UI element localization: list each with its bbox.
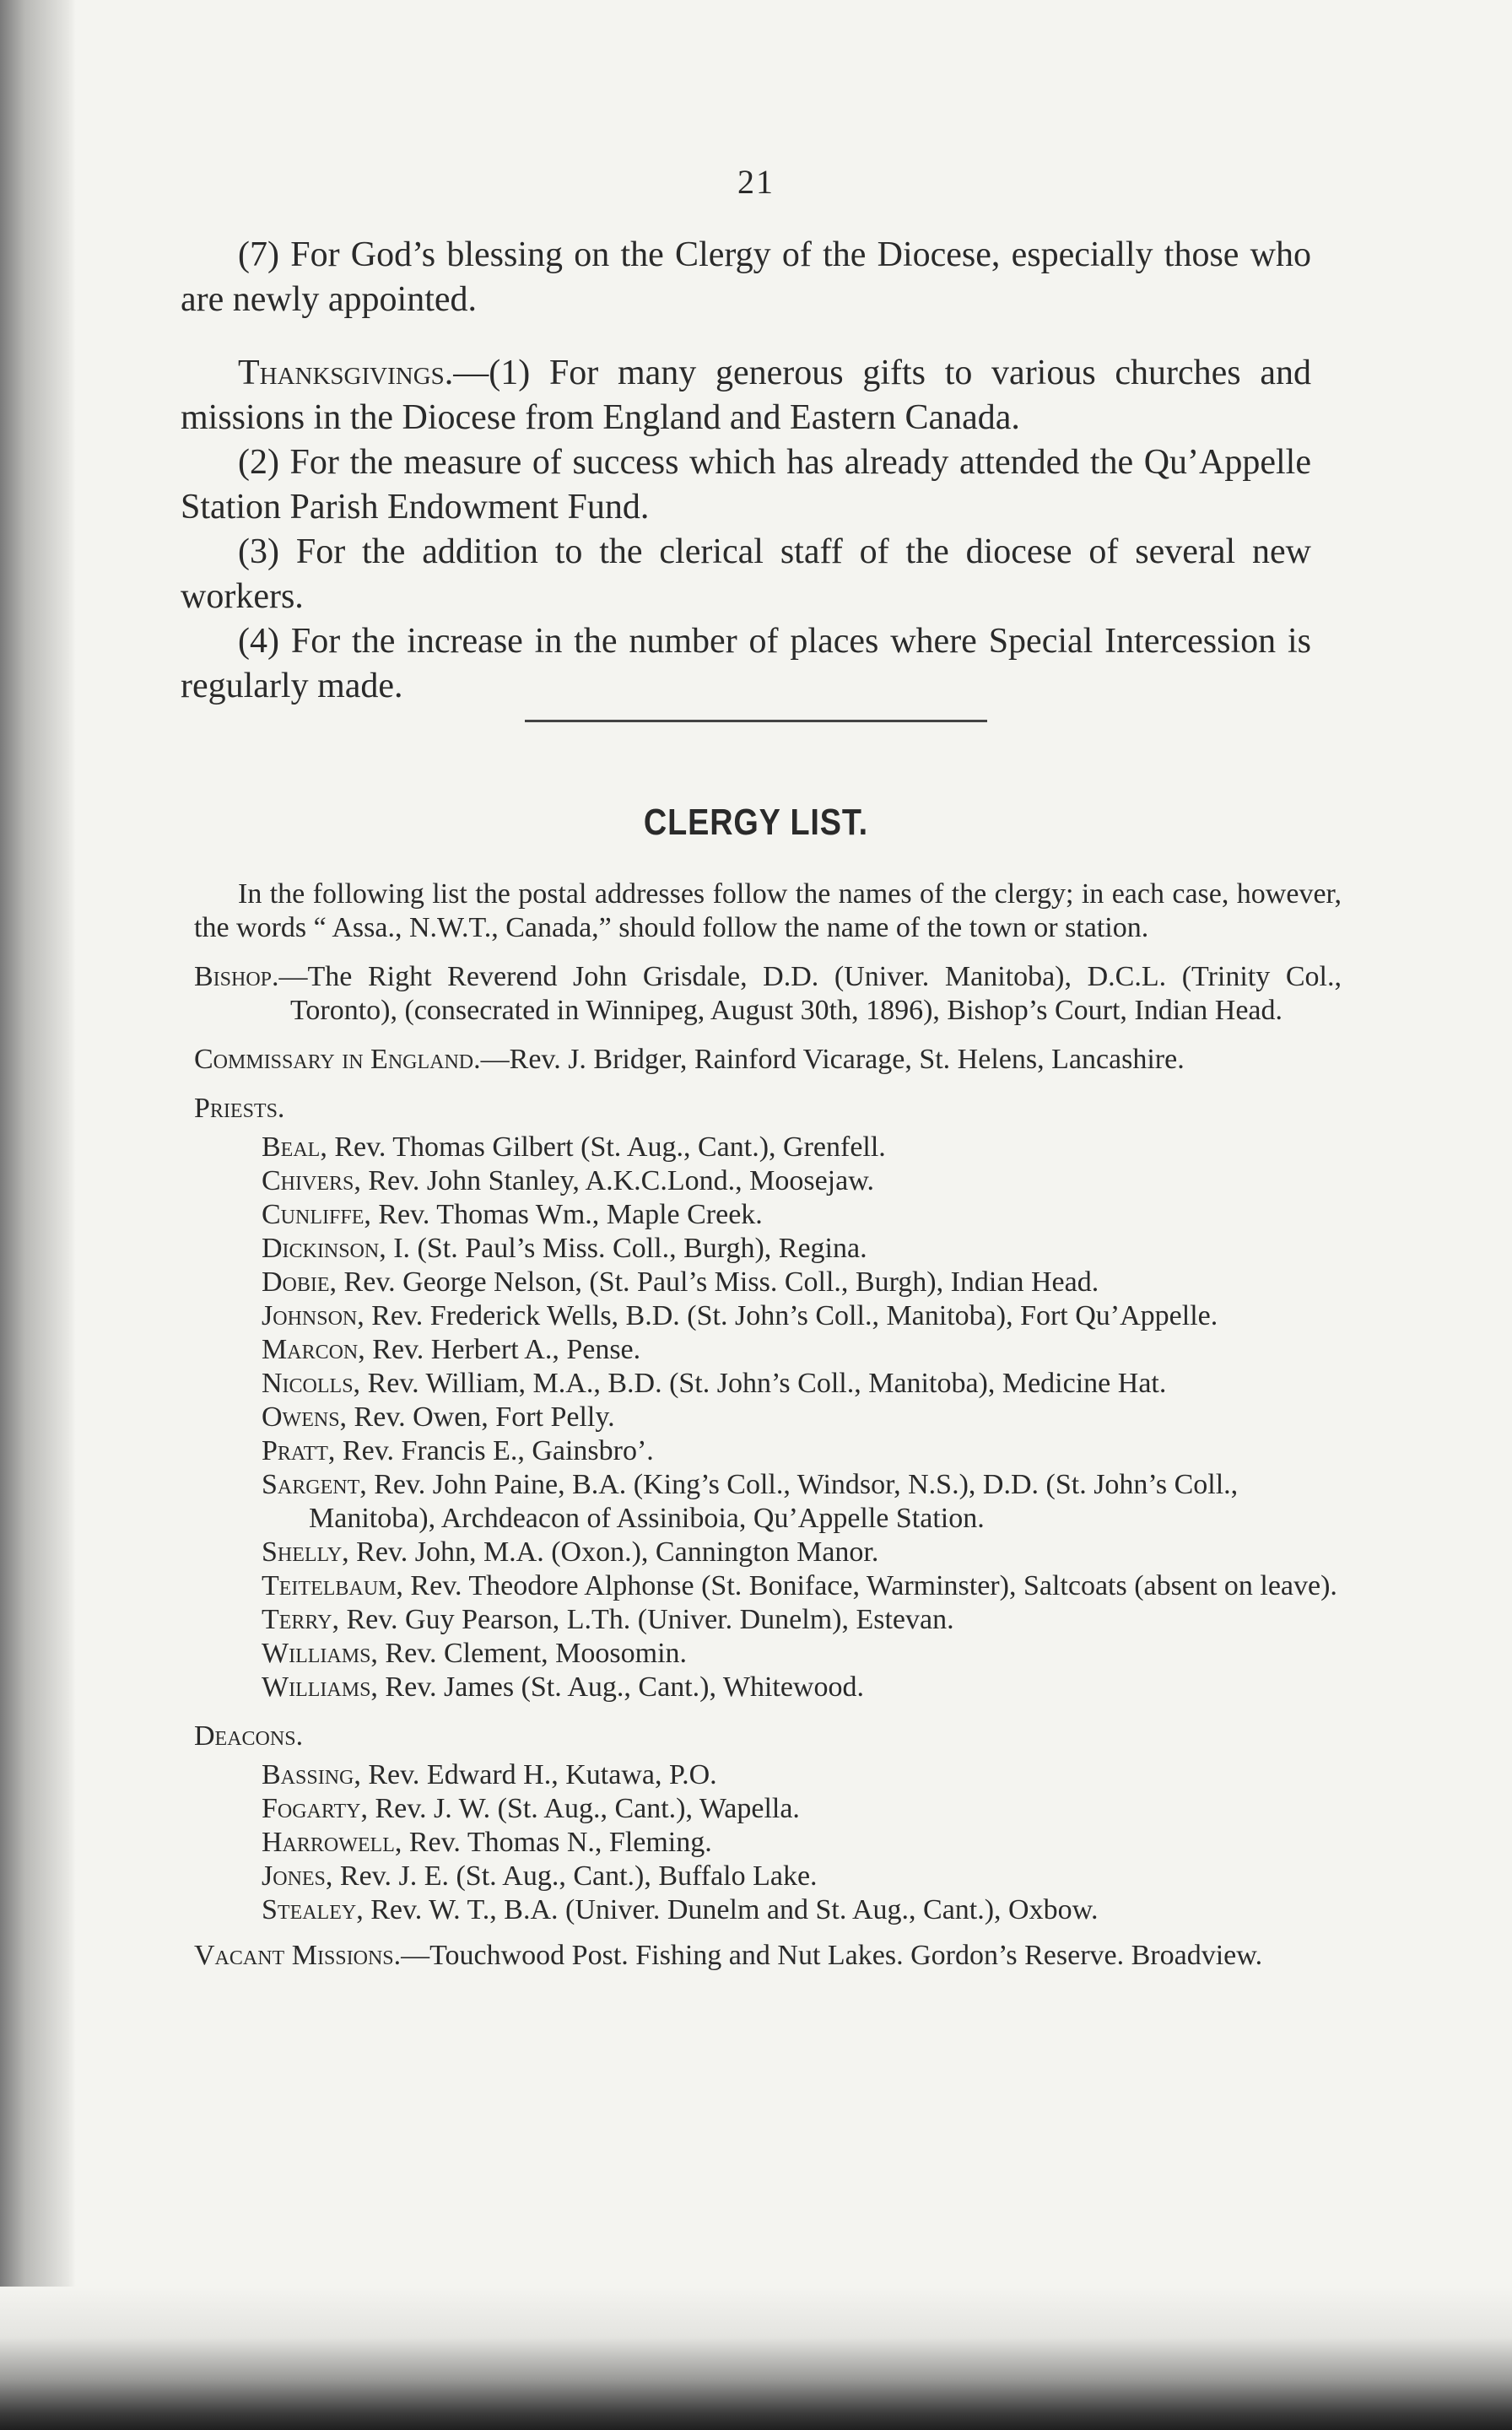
thanksgiving-3: (3) For the addition to the clerical staff of the diocese of several new workers. — [181, 532, 1311, 616]
commissary-label: Commissary in England. — [194, 1044, 481, 1075]
entry-details: Rev. Owen, Fort Pelly. — [347, 1401, 615, 1433]
surname: Johnson, — [262, 1300, 364, 1331]
page-number: 21 — [737, 163, 775, 201]
clergy-list-intro: In the following list the postal addresses follow the names of the clergy; in each case, however, the words “ Assa., N.W.T., Canada,” should follow the name of the town or station. — [194, 878, 1342, 943]
surname: Bassing, — [262, 1759, 361, 1790]
entry-details: Rev. J. E. (St. Aug., Cant.), Buffalo Lake. — [332, 1860, 818, 1892]
priest-list-item — [194, 1164, 1342, 1198]
surname: Shelly, — [262, 1536, 349, 1568]
entry-details: Rev. Theodore Alphonse (St. Boniface, Warminster), Saltcoats (absent on leave). — [402, 1570, 1337, 1601]
surname: Pratt, — [262, 1435, 336, 1466]
entry-details: Rev. James (St. Aug., Cant.), Whitewood. — [377, 1671, 864, 1703]
entry-details: Rev. John, M.A. (Oxon.), Cannington Manor. — [348, 1536, 879, 1568]
thanksgivings-paragraph — [181, 351, 1311, 440]
surname: Cunliffe, — [262, 1199, 371, 1230]
clergy-list — [194, 878, 1342, 1988]
clergy-list-title: CLERGY LIST. — [643, 802, 869, 843]
entry-details: Rev. J. W. (St. Aug., Cant.), Wapella. — [367, 1793, 800, 1824]
surname: Chivers, — [262, 1165, 361, 1196]
entry-details: Rev. Thomas Gilbert (St. Aug., Cant.), Grenfell. — [327, 1131, 886, 1163]
prayer-section — [181, 233, 1311, 737]
deacon-list-item — [194, 1860, 1342, 1893]
priest-list-item — [194, 1198, 1342, 1232]
surname: Nicolls, — [262, 1368, 361, 1399]
priest-list-item — [194, 1367, 1342, 1401]
deacon-list-item — [194, 1792, 1342, 1826]
priests-list — [194, 1131, 1342, 1704]
commissary-text: —Rev. J. Bridger, Rainford Vicarage, St. Helens, Lancashire. — [480, 1044, 1185, 1075]
surname: Jones, — [262, 1860, 333, 1892]
priest-list-item — [194, 1603, 1342, 1637]
surname: Owens, — [262, 1401, 348, 1433]
deacon-list-item — [194, 1893, 1342, 1927]
surname: Williams, — [262, 1638, 378, 1669]
entry-details: Rev. George Nelson, (St. Paul’s Miss. Coll., Burgh), Indian Head. — [337, 1266, 1099, 1298]
vacant-missions-text: —Touchwood Post. Fishing and Nut Lakes. Gordon’s Reserve. Broadview. — [401, 1940, 1263, 1971]
surname: Dobie, — [262, 1266, 338, 1298]
priest-list-item — [194, 1434, 1342, 1468]
surname: Harrowell, — [262, 1827, 402, 1858]
entry-details: Rev. John Paine, B.A. (King’s Coll., Windsor, N.S.), D.D. (St. John’s Coll., Manitoba), Archdeacon of Assiniboia, Qu’Appelle Station. — [309, 1469, 1239, 1534]
priest-list-item — [194, 1401, 1342, 1434]
vacant-missions-label: Vacant Missions. — [194, 1940, 402, 1971]
thanksgiving-1: —(1) For many generous gifts to various churches and missions in the Diocese from England and Eastern Canada. — [181, 354, 1311, 437]
entry-details: I. (St. Paul’s Miss. Coll., Burgh), Regina. — [386, 1233, 867, 1264]
surname: Stealey, — [262, 1894, 364, 1925]
entry-details: Rev. Herbert A., Pense. — [364, 1334, 641, 1365]
entry-details: Rev. Guy Pearson, L.Th. (Univer. Dunelm), Estevan. — [338, 1604, 954, 1635]
surname: Dickinson, — [262, 1233, 386, 1264]
surname: Terry, — [262, 1604, 339, 1635]
priest-list-item — [194, 1131, 1342, 1164]
bishop-label: Bishop. — [194, 961, 279, 992]
deacons-list — [194, 1758, 1342, 1927]
entry-details: Rev. Frederick Wells, B.D. (St. John’s Coll., Manitoba), Fort Qu’Appelle. — [364, 1300, 1218, 1331]
entry-details: Rev. Edward H., Kutawa, P.O. — [360, 1759, 717, 1790]
entry-details: Rev. Thomas Wm., Maple Creek. — [370, 1199, 763, 1230]
thanksgiving-4: (4) For the increase in the number of places where Special Intercession is regularly made. — [181, 622, 1311, 705]
thanksgiving-2: (2) For the measure of success which has already attended the Qu’Appelle Station Parish Endowment Fund. — [181, 443, 1311, 526]
entry-details: Rev. Clement, Moosomin. — [377, 1638, 688, 1669]
surname: Teitelbaum, — [262, 1570, 403, 1601]
priest-list-item — [194, 1569, 1342, 1603]
priest-list-item — [194, 1637, 1342, 1671]
entry-details: Rev. John Stanley, A.K.C.Lond., Moosejaw. — [360, 1165, 875, 1196]
deacon-list-item — [194, 1758, 1342, 1792]
surname: Williams, — [262, 1671, 378, 1703]
surname: Marcon, — [262, 1334, 365, 1365]
entry-details: Rev. Thomas N., Fleming. — [402, 1827, 712, 1858]
bishop-text: —The Right Reverend John Grisdale, D.D. (Univer. Manitoba), D.C.L. (Trinity Col., Toronto), (consecrated in Winnipeg, August 30th, 1896), Bishop’s Court, Indian Head. — [278, 961, 1342, 1026]
entry-details: Rev. William, M.A., B.D. (St. John’s Coll., Manitoba), Medicine Hat. — [360, 1368, 1167, 1399]
priests-heading: Priests. — [194, 1093, 285, 1124]
priest-list-item — [194, 1299, 1342, 1333]
deacon-list-item — [194, 1826, 1342, 1860]
commissary-entry — [194, 1043, 1342, 1077]
vacant-missions-entry — [194, 1939, 1342, 1973]
entry-details: Rev. W. T., B.A. (Univer. Dunelm and St. Aug., Cant.), Oxbow. — [363, 1894, 1099, 1925]
surname: Sargent, — [262, 1469, 367, 1500]
priest-list-item — [194, 1536, 1342, 1569]
priest-list-item — [194, 1232, 1342, 1266]
prayer-item-7: (7) For God’s blessing on the Clergy of the Diocese, especially those who are newly appointed. — [181, 235, 1311, 319]
deacons-heading: Deacons. — [194, 1720, 304, 1752]
surname: Beal, — [262, 1131, 327, 1163]
priest-list-item — [194, 1468, 1342, 1536]
priest-list-item — [194, 1266, 1342, 1299]
thanksgivings-label: Thanksgivings. — [238, 354, 454, 392]
priest-list-item — [194, 1671, 1342, 1704]
entry-details: Rev. Francis E., Gainsbro’. — [335, 1435, 654, 1466]
bishop-entry — [194, 960, 1342, 1028]
section-divider — [525, 720, 987, 722]
priest-list-item — [194, 1333, 1342, 1367]
surname: Fogarty, — [262, 1793, 368, 1824]
